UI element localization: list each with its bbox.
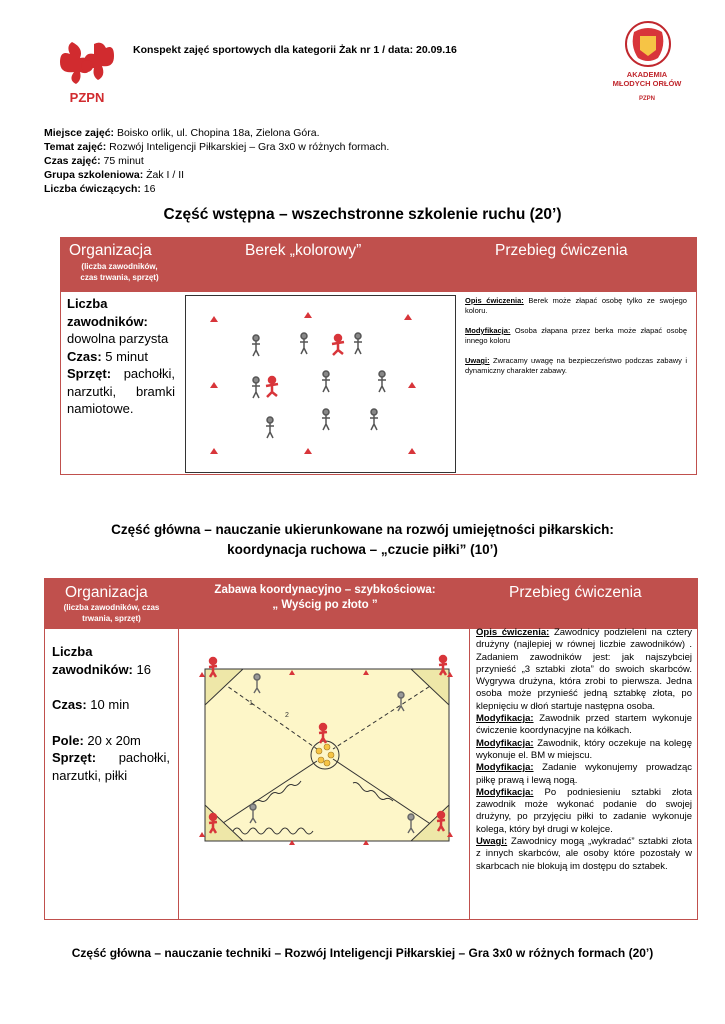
section1-hdr-course: Przebieg ćwiczenia <box>495 242 628 259</box>
section1-hdr-org-sub: (liczba zawodników, czas trwania, sprzęt) <box>80 262 159 282</box>
meta-place: Miejsce zajęć: Boisko orlik, ul. Chopina 18a, Zielona Góra. <box>44 127 320 139</box>
amo-logo-pzpn: PZPN <box>638 96 655 102</box>
section2-hdr-org-sub: (liczba zawodników, czas trwania, sprzęt) <box>63 603 160 623</box>
section2-hdr-game: Zabawa koordynacyjno – szybkościowa: „ Wyścig po złoto ” <box>214 584 436 611</box>
section1-org-details: Liczba zawodników: dowolna parzysta Czas: 5 minut Sprzęt: pachołki, narzutki, bramki namiotowe. <box>67 296 175 416</box>
section2-note: Uwagi: Zawodnicy mogą „wykradać” sztabki złota z innych skarbców, ale osoby które pozostały w skarbcach nie blokują im dostępu do sztabek. <box>476 836 692 872</box>
section1-mod: Modyfikacja: Osoba złapana przez berka może złapać osobę innego koloru <box>465 326 687 345</box>
section2-diagram <box>193 633 459 845</box>
meta-time: Czas zajęć: 75 minut <box>44 155 144 167</box>
meta-topic: Temat zajęć: Rozwój Inteligencji Piłkarskiej – Gra 3x0 w różnych formach. <box>44 141 390 153</box>
section2-course <box>476 627 692 873</box>
meta-count: Liczba ćwiczących: 16 <box>44 183 156 195</box>
section1-hdr-game: Berek „kolorowy” <box>245 242 362 259</box>
section1-desc: Opis ćwiczenia: Berek może złapać osobę tylko ze swojego koloru. <box>465 296 687 315</box>
section1-note: Uwagi: Zwracamy uwagę na bezpieczeństwo podczas zabawy i dynamiczny charakter zabawy. <box>465 356 687 375</box>
section2-mod1: Modyfikacja: Zawodnik przed startem wykonuje ćwiczenie koordynacyjne na kółkach. <box>476 713 692 737</box>
section2-mod3: Modyfikacja: Zadanie wykonujemy prowadząc piłkę prawą i lewą nogą. <box>476 762 692 786</box>
players-red <box>266 335 344 397</box>
section2-title: Część główna – nauczanie ukierunkowane na rozwój umiejętności piłkarskich: koordynacja ruchowa – „czucie piłki” (10’) <box>111 522 614 557</box>
section2-desc: Opis ćwiczenia: Zawodnicy podzieleni na cztery drużyny (najlepiej w równej liczbie zawodników) . Zadaniem zawodników jest: jak najszybciej przynieść „3 sztabki złota” do swoich skarbców. Wygrywa drużyna, która zrobi to pierwsza. Jedna osoba może przynieść jedną sztabkę złota, po klepnięciu w dłoń startuje następna osoba. <box>476 627 692 712</box>
diagram-label-2: 2 <box>285 712 289 719</box>
diagram-label-1: 1 <box>249 700 253 707</box>
section1-course <box>465 296 687 376</box>
section2-mod4: Modyfikacja: Po podniesieniu sztabki złota zawodnik może wykonać podanie do swojej drużyny, po przyjęciu piłki to zadanie wykonuje kolega, który był drugi w kolejce. <box>476 786 692 835</box>
section1-hdr-org: Organizacja <box>69 242 152 259</box>
amo-logo-line2: MŁODYCH ORŁÓW <box>612 79 682 88</box>
section2-table <box>44 578 698 920</box>
section2-mod2: Modyfikacja: Zawodnik, który oczekuje na kolegę wykonuje el. BM w miejscu. <box>476 737 692 761</box>
pzpn-logo <box>56 36 118 108</box>
section2-divider-right <box>469 629 470 919</box>
cone-markers <box>210 312 416 454</box>
section2-hdr-org: Organizacja <box>65 584 148 601</box>
section2-org-details: Liczba zawodników: 16 Czas: 10 min Pole: 20 x 20m Sprzęt: pachołki, narzutki, piłki <box>52 644 170 783</box>
section2-divider-left <box>178 629 179 919</box>
section2-hdr-course: Przebieg ćwiczenia <box>509 584 642 601</box>
section1-diagram <box>185 295 456 473</box>
meta-group: Grupa szkoleniowa: Żak I / II <box>44 169 185 181</box>
amo-logo-line1: AKADEMIA <box>626 70 668 79</box>
document-title: Konspekt zajęć sportowych dla kategorii Żak nr 1 / data: 20.09.16 <box>133 44 457 56</box>
amo-logo-text <box>606 70 688 88</box>
session-meta <box>44 126 389 196</box>
section1-table <box>60 237 697 475</box>
pzpn-logo-text: PZPN <box>69 90 105 105</box>
section3-title: Część główna – nauczanie techniki – Rozwój Inteligencji Piłkarskiej – Gra 3x0 w różnych formach (20’) <box>71 946 654 960</box>
section1-title: Część wstępna – wszechstronne szkolenie ruchu (20’) <box>163 206 562 223</box>
